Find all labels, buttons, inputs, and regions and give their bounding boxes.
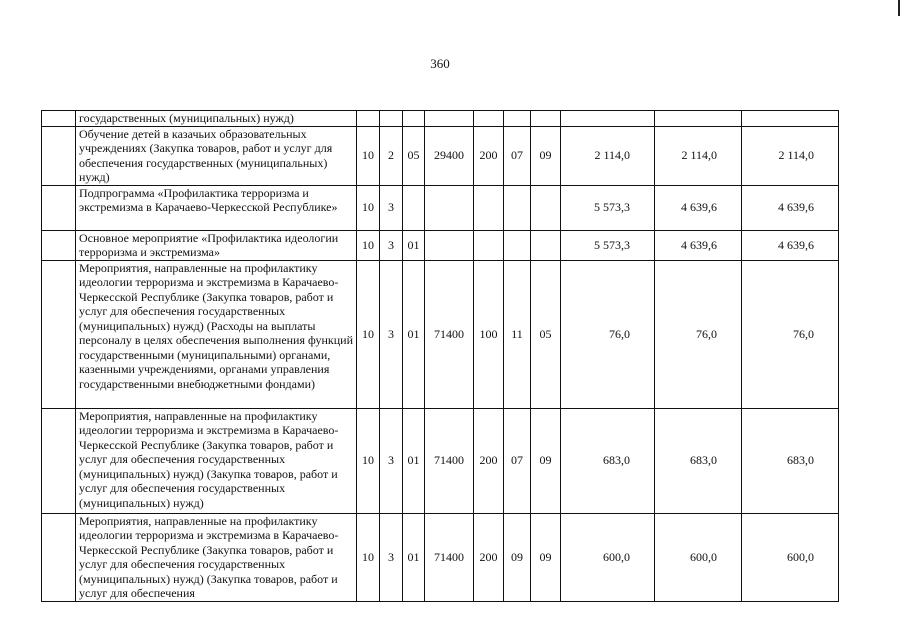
index-cell: [42, 230, 76, 260]
code-cell: [474, 230, 504, 260]
code-cell: 07: [504, 408, 531, 513]
budget-table: [41, 110, 839, 602]
code-cell: [531, 185, 561, 230]
table-row: [42, 408, 839, 513]
row-description: Мероприятия, направленные на профилактику идеологии терроризма и экстремизма в Карачаево-Черкесской Республике (Закупка товаров, работ и услуг для обеспечения государственных (муниципальных) нужд) (Расходы на выплаты персоналу в целях обеспечения выполнения функций государственными (муниципальными) органами, казенными учреждениями, органами управления государственными внебюджетными фондами): [76, 260, 357, 408]
code-cell: 09: [504, 513, 531, 601]
code-cell: 3: [380, 230, 403, 260]
table-row: [42, 111, 839, 127]
code-cell: [425, 230, 474, 260]
code-cell: 3: [380, 513, 403, 601]
table-row: [42, 260, 839, 408]
code-cell: 05: [531, 260, 561, 408]
amount-cell: 600,0: [561, 513, 655, 601]
code-cell: 71400: [425, 260, 474, 408]
code-cell: 3: [380, 260, 403, 408]
code-cell: 10: [357, 260, 380, 408]
amount-cell: [742, 111, 839, 127]
amount-cell: 4 639,6: [742, 230, 839, 260]
code-cell: [474, 111, 504, 127]
page-number: 360: [430, 56, 450, 71]
code-cell: 2: [380, 126, 403, 185]
code-cell: 05: [403, 126, 425, 185]
code-cell: 10: [357, 185, 380, 230]
code-cell: [425, 111, 474, 127]
code-cell: 07: [504, 126, 531, 185]
amount-cell: 2 114,0: [561, 126, 655, 185]
amount-cell: 600,0: [655, 513, 742, 601]
code-cell: [380, 111, 403, 127]
amount-cell: 683,0: [561, 408, 655, 513]
row-description: Мероприятия, направленные на профилактику идеологии терроризма и экстремизма в Карачаево-Черкесской Республике (Закупка товаров, работ и услуг для обеспечения государственных (муниципальных) нужд) (Закупка товаров, работ и услуг для обеспечения: [76, 513, 357, 601]
scan-edge-mark: [898, 0, 900, 16]
code-cell: [531, 230, 561, 260]
code-cell: 200: [474, 408, 504, 513]
code-cell: 71400: [425, 513, 474, 601]
row-description: государственных (муниципальных) нужд): [76, 111, 357, 127]
row-description: Основное мероприятие «Профилактика идеологии терроризма и экстремизма»: [76, 230, 357, 260]
amount-cell: 76,0: [742, 260, 839, 408]
code-cell: [425, 185, 474, 230]
index-cell: [42, 185, 76, 230]
amount-cell: 2 114,0: [742, 126, 839, 185]
code-cell: [531, 111, 561, 127]
code-cell: [504, 111, 531, 127]
row-description: Мероприятия, направленные на профилактику идеологии терроризма и экстремизма в Карачаево-Черкесской Республике (Закупка товаров, работ и услуг для обеспечения государственных (муниципальных) нужд) (Закупка товаров, работ и услуг для обеспечения государственных (муниципальных) нужд): [76, 408, 357, 513]
table-row: [42, 513, 839, 601]
code-cell: 10: [357, 408, 380, 513]
amount-cell: 683,0: [742, 408, 839, 513]
code-cell: 01: [403, 260, 425, 408]
code-cell: [403, 111, 425, 127]
code-cell: 09: [531, 513, 561, 601]
amount-cell: 4 639,6: [742, 185, 839, 230]
index-cell: [42, 513, 76, 601]
code-cell: [474, 185, 504, 230]
table-row: [42, 126, 839, 185]
amount-cell: 76,0: [655, 260, 742, 408]
code-cell: 71400: [425, 408, 474, 513]
code-cell: 09: [531, 408, 561, 513]
code-cell: 3: [380, 408, 403, 513]
table-row: [42, 230, 839, 260]
code-cell: 10: [357, 230, 380, 260]
code-cell: 200: [474, 126, 504, 185]
index-cell: [42, 408, 76, 513]
amount-cell: 5 573,3: [561, 230, 655, 260]
amount-cell: 5 573,3: [561, 185, 655, 230]
amount-cell: [561, 111, 655, 127]
code-cell: 09: [531, 126, 561, 185]
index-cell: [42, 260, 76, 408]
code-cell: 3: [380, 185, 403, 230]
code-cell: [504, 230, 531, 260]
amount-cell: 4 639,6: [655, 185, 742, 230]
code-cell: 10: [357, 513, 380, 601]
code-cell: [403, 185, 425, 230]
code-cell: 10: [357, 126, 380, 185]
index-cell: [42, 126, 76, 185]
amount-cell: 2 114,0: [655, 126, 742, 185]
table-row: [42, 185, 839, 230]
amount-cell: 600,0: [742, 513, 839, 601]
code-cell: 29400: [425, 126, 474, 185]
code-cell: 11: [504, 260, 531, 408]
code-cell: [504, 185, 531, 230]
amount-cell: 683,0: [655, 408, 742, 513]
amount-cell: [655, 111, 742, 127]
code-cell: 200: [474, 513, 504, 601]
index-cell: [42, 111, 76, 127]
amount-cell: 76,0: [561, 260, 655, 408]
code-cell: [357, 111, 380, 127]
row-description: Обучение детей в казачьих образовательных учреждениях (Закупка товаров, работ и услуг для обеспечения государственных (муниципальных) нужд): [76, 126, 357, 185]
code-cell: 01: [403, 408, 425, 513]
code-cell: 01: [403, 513, 425, 601]
amount-cell: 4 639,6: [655, 230, 742, 260]
code-cell: 01: [403, 230, 425, 260]
code-cell: 100: [474, 260, 504, 408]
row-description: Подпрограмма «Профилактика терроризма и экстремизма в Карачаево-Черкесской Республике»: [76, 185, 357, 230]
